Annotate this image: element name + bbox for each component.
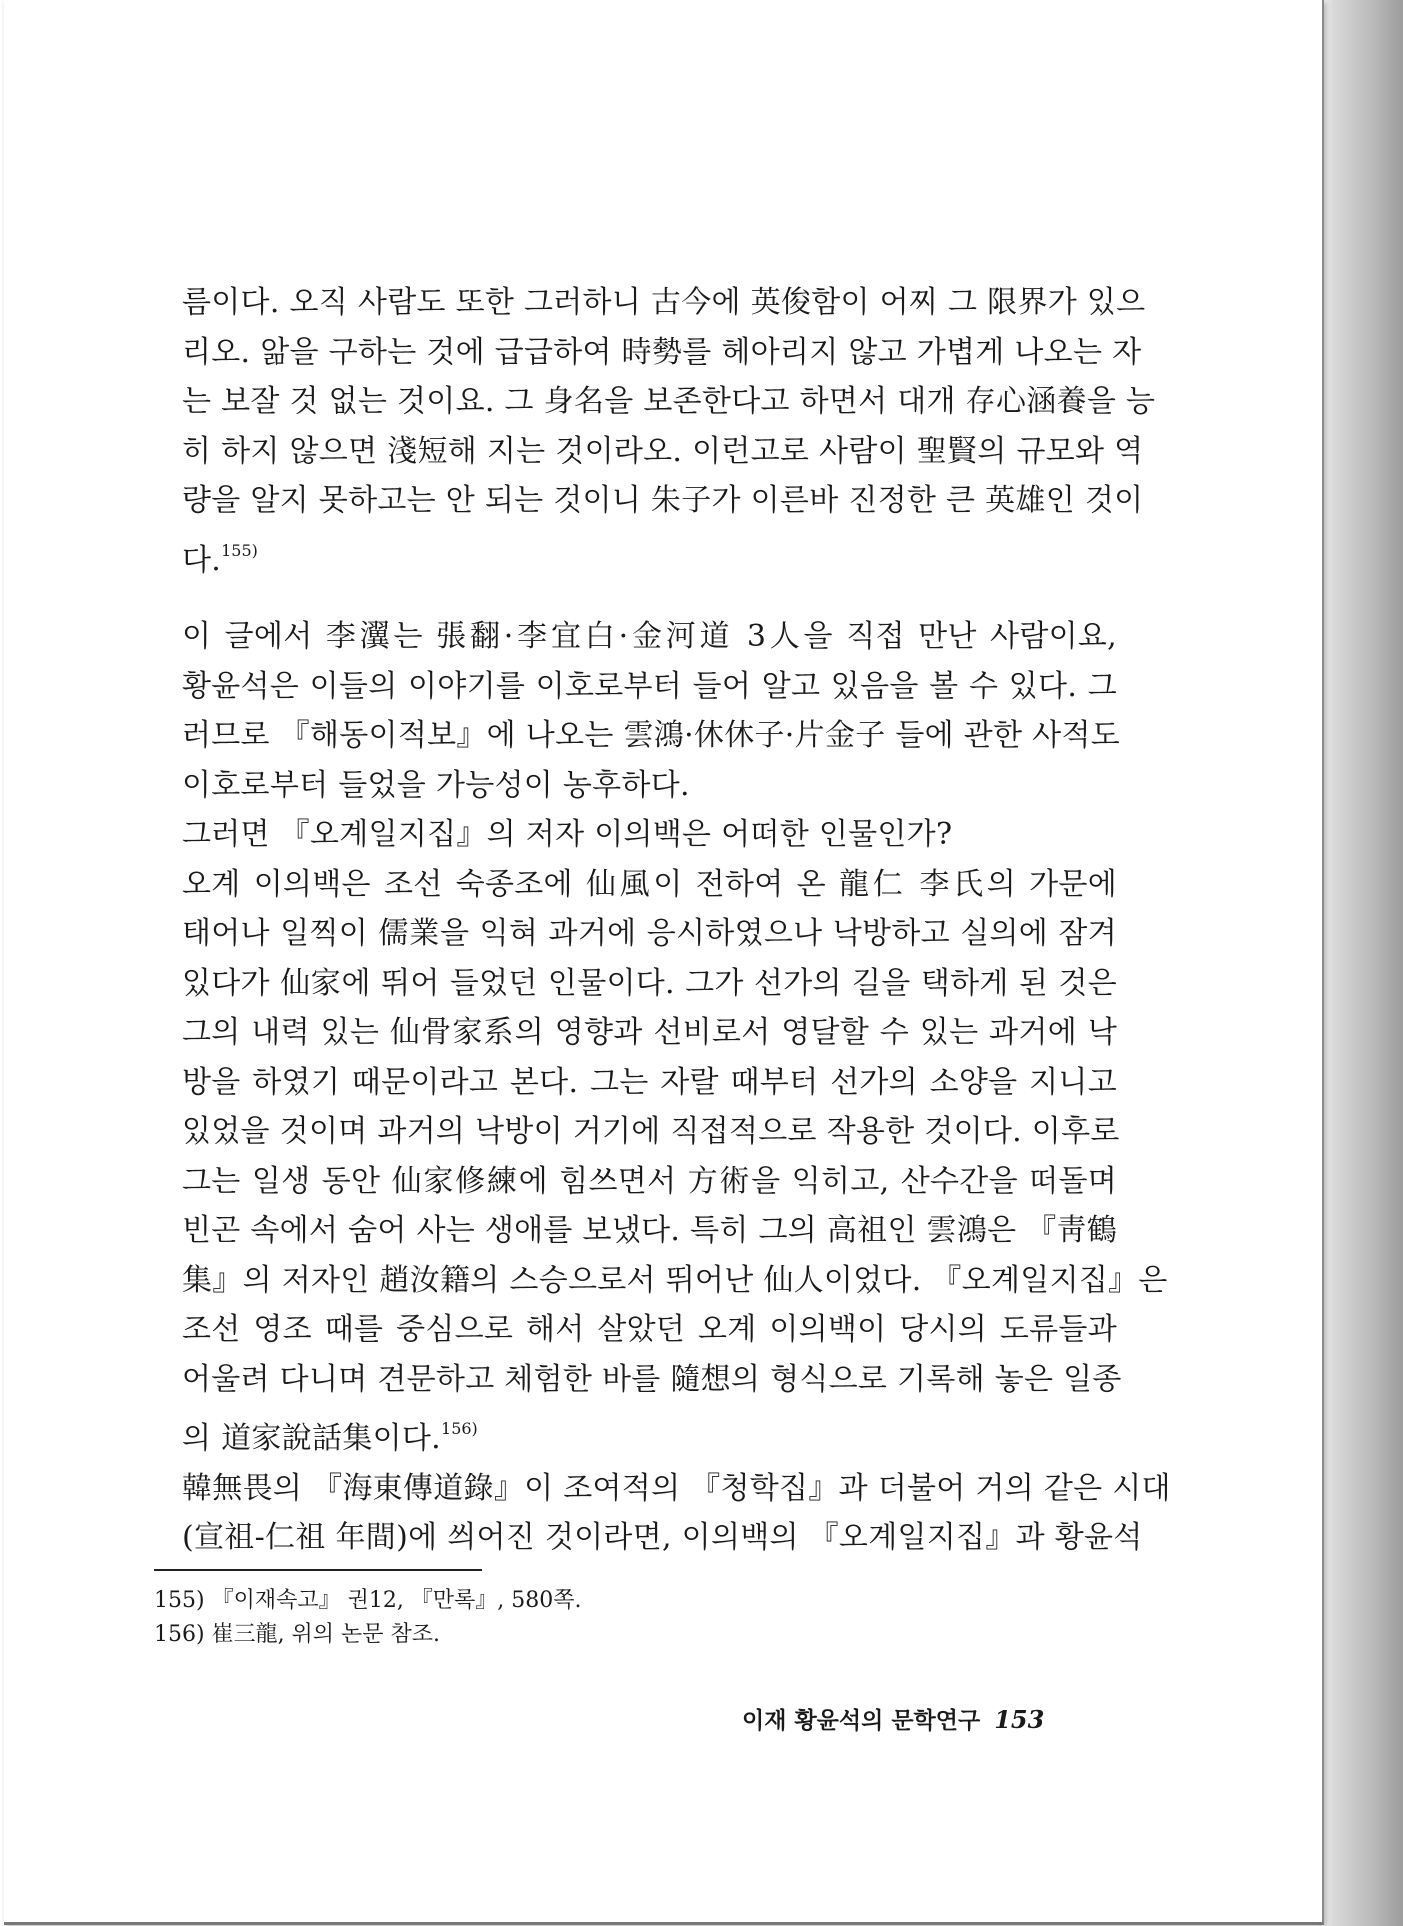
body-line: 이 글에서 李瀷는 張翻·李宜白·金河道 3人을 직접 만난 사람이요, — [182, 619, 1117, 654]
quote-line-last — [182, 526, 1117, 586]
body-line: (宣祖-仁祖 年間)에 씌어진 것이라면, 이의백의 『오계일지집』과 황윤석 — [182, 1520, 1143, 1555]
body-line: 태어나 일찍이 儒業을 익혀 과거에 응시하였으나 낙방하고 실의에 잠겨 — [182, 916, 1117, 951]
running-head-title: 이재 황윤석의 문학연구 — [742, 1707, 981, 1734]
body-line: 방을 하였기 때문이라고 본다. 그는 자랄 때부터 선가의 소양을 지니고 — [182, 1064, 1117, 1100]
body-line: 조선 영조 때를 중심으로 해서 살았던 오계 이의백이 당시의 도류들과 — [182, 1312, 1117, 1347]
quote-line-text: 다. — [182, 542, 222, 578]
quote-line: 량을 알지 못하고는 안 되는 것이니 朱子가 이른바 진정한 큰 英雄인 것이 — [182, 483, 1144, 518]
body-line: 있다가 仙家에 뛰어 들었던 인물이다. 그가 선가의 길을 택하게 된 것은 — [182, 965, 1117, 1001]
footnote-ref-155: 155) — [221, 540, 258, 560]
book-page — [4, 0, 1324, 1925]
quote-line: 는 보잘 것 없는 것이요. 그 身名을 보존한다고 하면서 대개 存心涵養을 능 — [182, 384, 1156, 419]
body-line: 황윤석은 이들의 이야기를 이호로부터 들어 알고 있음을 볼 수 있다. 그 — [182, 668, 1117, 704]
body-line: 오계 이의백은 조선 숙종조에 仙風이 전하여 온 龍仁 李氏의 가문에 — [182, 866, 1117, 902]
body-line: 어울려 다니며 견문하고 체험한 바를 隨想의 형식으로 기록해 놓은 일종 — [182, 1361, 1122, 1397]
body-line — [182, 1404, 1117, 1464]
body-line: 러므로 『해동이적보』에 나오는 雲鴻·休休子·片金子 들에 관한 사적도 — [182, 718, 1121, 753]
body-line: 集』의 저자인 趙汝籍의 스승으로서 뛰어난 仙人이었다. 『오계일지집』은 — [182, 1262, 1168, 1298]
page-number: 153 — [994, 1705, 1045, 1734]
footnote-rule — [154, 1569, 482, 1571]
body-line: 그러면 『오계일지집』의 저자 이의백은 어떠한 인물인가? — [182, 817, 953, 852]
body-line-text: 의 道家說話集이다. — [182, 1421, 442, 1456]
quote-line: 리오. 앎을 구하는 것에 급급하여 時勢를 헤아리지 않고 가볍게 나오는 자 — [182, 334, 1142, 370]
quote-line: 름이다. 오직 사람도 또한 그러하니 古今에 英俊함이 어찌 그 限界가 있으 — [182, 285, 1146, 320]
footnote-156: 156) 崔三龍, 위의 논문 참조. — [154, 1622, 441, 1647]
quoted-passage — [182, 278, 1156, 585]
quote-line: 히 하지 않으면 淺短해 지는 것이라오. 이런고로 사람이 聖賢의 규모와 역 — [182, 433, 1144, 469]
page-edge-shadow — [1318, 0, 1403, 1926]
footnote-155: 155) 『이재속고』 권12, 『만록』, 580쪽. — [154, 1588, 582, 1613]
body-line: 그는 일생 동안 仙家修練에 힘쓰면서 方術을 익히고, 산수간을 떠돌며 — [182, 1163, 1117, 1199]
body-line: 이호로부터 들었을 가능성이 농후하다. — [182, 767, 690, 803]
footnote-ref-156: 156) — [441, 1419, 478, 1438]
body-line: 韓無畏의 『海東傳道錄』이 조여적의 『청학집』과 더불어 거의 같은 시대 — [182, 1470, 1171, 1506]
body-line: 그의 내력 있는 仙骨家系의 영향과 선비로서 영달할 수 있는 과거에 낙 — [182, 1015, 1117, 1050]
footnotes — [154, 1584, 1054, 1652]
running-footer — [742, 1702, 1044, 1735]
body-text — [182, 612, 1171, 1563]
body-line: 빈곤 속에서 숨어 사는 생애를 보냈다. 특히 그의 高祖인 雲鴻은 『靑鶴 — [182, 1213, 1118, 1248]
body-line: 있었을 것이며 과거의 낙방이 거기에 직접적으로 작용한 것이다. 이후로 — [182, 1114, 1120, 1149]
